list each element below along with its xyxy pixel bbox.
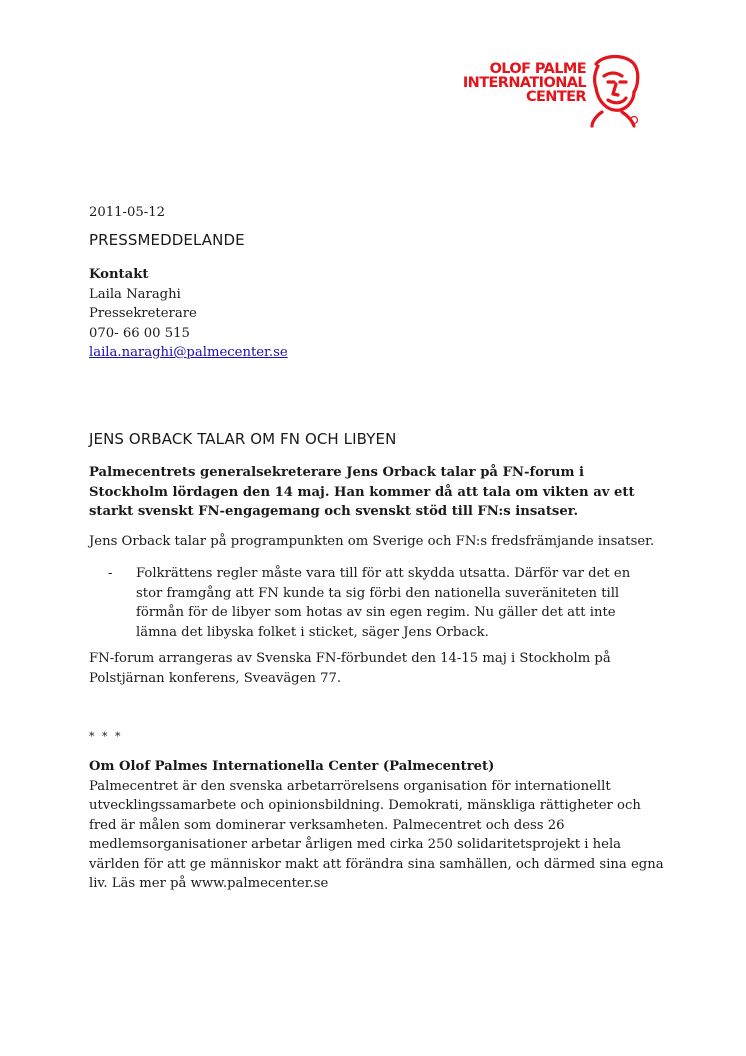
logo-line-2: INTERNATIONAL xyxy=(462,75,586,91)
contact-email-link[interactable]: laila.naraghi@palmecenter.se xyxy=(89,345,288,360)
organization-logo xyxy=(462,52,646,132)
quote-text: Folkrättens regler måste vara till för att skydda utsatta. Därför var det en stor framgång att FN kunde ta sig förbi den nationella suveräniteten till förmån för de libyer som hotas av sin egen regim. Nu gäller det att inte lämna det libyska folket i sticket, säger Jens Orback. xyxy=(136,566,631,640)
document-type: PRESSMEDDELANDE xyxy=(89,231,245,249)
logo-wordmark xyxy=(463,62,586,104)
about-text: Palmecentret är den svenska arbetarrörelsens organisation för internationellt utvecklingssamarbete och opinionsbildning. Demokrati, mänskliga rättigheter och fred är målen som dominerar verksamheten. Palmecentret och dess 26 medlemsorganisationer arbetar årligen med cirka 250 solidaritetsprojekt i hela världen för att ge människor makt att förändra sina samhällen, och därmed sina egna liv. Läs mer på www.palmecenter.se xyxy=(89,778,664,891)
contact-name: Laila Naraghi xyxy=(89,286,181,302)
article-lead: Palmecentrets generalsekreterare Jens Orback talar på FN-forum i Stockholm lördagen den 14 maj. Han kommer då att tala om vikten av ett starkt svenskt FN-engagemang och svenskt stöd till FN:s insatser. xyxy=(89,465,635,519)
article-paragraph: FN-forum arrangeras av Svenska FN-förbundet den 14-15 maj i Stockholm på Polstjärnan konferens, Sveavägen 77. xyxy=(89,651,611,686)
article-paragraph: Jens Orback talar på programpunkten om Sverige och FN:s fredsfrämjande insatser. xyxy=(89,534,655,549)
logo-line-1: OLOF PALME xyxy=(489,61,586,77)
contact-block xyxy=(89,265,288,363)
logo-line-3: CENTER xyxy=(525,89,586,105)
contact-phone: 070- 66 00 515 xyxy=(89,325,190,341)
article-title: JENS ORBACK TALAR OM FN OCH LIBYEN xyxy=(89,430,397,448)
olof-palme-portrait-icon xyxy=(582,52,646,128)
about-heading: Om Olof Palmes Internationella Center (Palmecentret) xyxy=(89,759,495,774)
release-date: 2011-05-12 xyxy=(89,205,166,220)
section-separator: * * * xyxy=(89,730,123,743)
contact-heading: Kontakt xyxy=(89,267,149,282)
bullet-marker: - xyxy=(108,566,113,581)
contact-role: Pressekreterare xyxy=(89,306,197,321)
about-section xyxy=(89,757,664,894)
